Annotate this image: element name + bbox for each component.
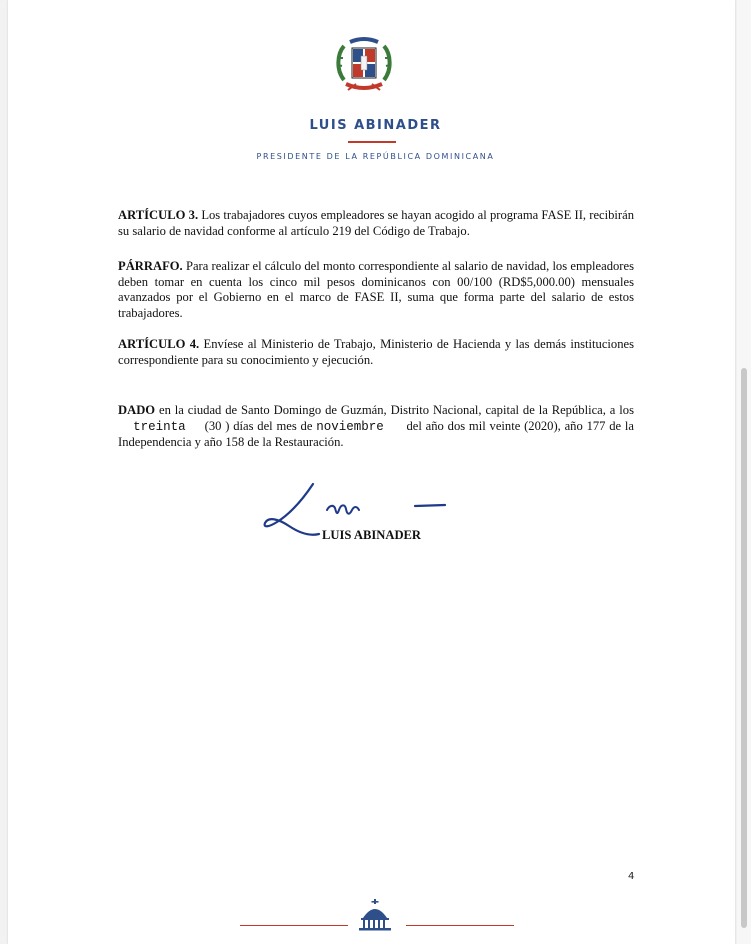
coat-of-arms-icon xyxy=(334,34,394,96)
articulo-3 xyxy=(118,208,634,239)
articulo-4 xyxy=(118,337,634,368)
header-subtitle: PRESIDENTE DE LA REPÚBLICA DOMINICANA xyxy=(256,152,495,161)
page-number: 4 xyxy=(628,871,635,882)
header-name: LUIS ABINADER xyxy=(309,118,442,133)
dado-label: DADO xyxy=(118,403,156,417)
parrafo-label: PÁRRAFO. xyxy=(118,259,183,273)
dado-day-number: (30 ) xyxy=(204,418,230,433)
articulo-4-text: Envíese al Ministerio de Trabajo, Ministerio de Hacienda y las demás instituciones correspondiente para su conocimiento y ejecución. xyxy=(118,337,634,367)
dado-clause xyxy=(118,403,634,451)
palace-dome-icon xyxy=(356,898,394,932)
signer-name: LUIS ABINADER xyxy=(322,528,422,542)
scrollbar-thumb[interactable] xyxy=(741,368,747,928)
footer-divider-left xyxy=(240,925,348,926)
parrafo-text: Para realizar el cálculo del monto correspondiente al salario de navidad, los empleadores deben tomar en cuenta los cinco mil pesos dominicanos con 00/100 (RD$5,000.00) mensuales avanzados por el Gobierno en el marco de FASE II, suma que forma parte del salario de estos trabajadores. xyxy=(118,259,634,320)
dado-text-2: días del mes de xyxy=(233,418,313,433)
articulo-3-label: ARTÍCULO 3. xyxy=(118,208,199,222)
articulo-4-label: ARTÍCULO 4. xyxy=(118,337,200,351)
dado-text-3: del año dos mil veinte (2020), año 177 de la Independencia y año 158 de la Restauración. xyxy=(118,418,635,449)
dado-day-word: treinta xyxy=(133,419,186,434)
dado-text-1: en la ciudad de Santo Domingo de Guzmán, Distrito Nacional, capital de la República, a los xyxy=(159,403,634,417)
articulo-3-text: Los trabajadores cuyos empleadores se hayan acogido al programa FASE II, recibirán su salario de navidad conforme al artículo 219 del Código de Trabajo. xyxy=(118,208,634,238)
scrollbar-track[interactable] xyxy=(737,0,751,944)
parrafo xyxy=(118,259,634,321)
header-divider xyxy=(348,141,396,143)
dado-month: noviembre xyxy=(316,419,384,434)
footer-divider-right xyxy=(406,925,514,926)
